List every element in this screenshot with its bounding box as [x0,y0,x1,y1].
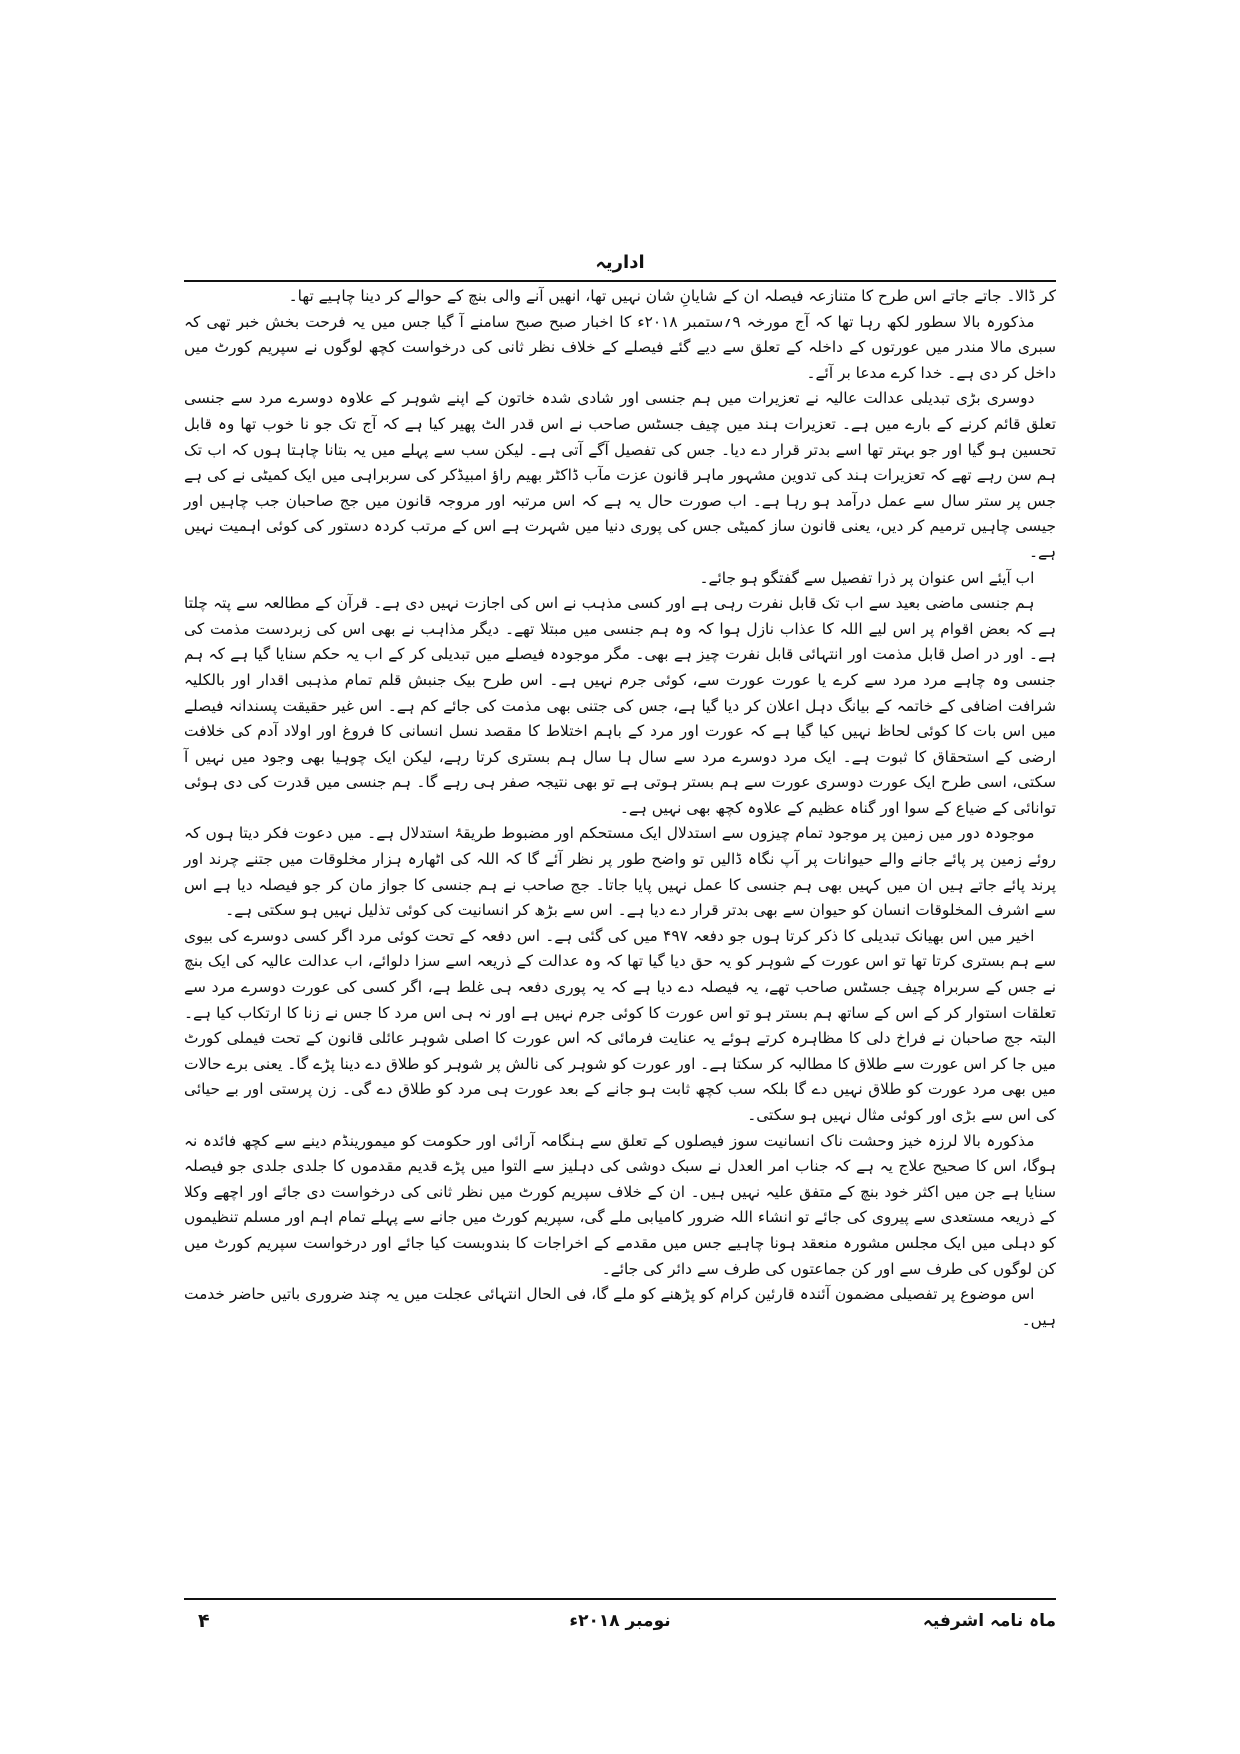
page-footer [184,1606,1056,1636]
paragraph: موجودہ دور میں زمین پر موجود تمام چیزوں سے استدلال ایک مستحکم اور مضبوط طریقۂ استدلال ہے۔ میں دعوت فکر دیتا ہوں کہ روئے زمین پر پائے جانے والے حیوانات پر آپ نگاہ ڈالیں تو واضح طور پر نظر آئے گا کہ اللہ کی اٹھارہ ہزار مخلوقات میں جتنے چرند اور پرند پائے جاتے ہیں ان میں کہیں بھی ہم جنسی کا عمل نہیں پایا جاتا۔ جج صاحب نے ہم جنسی کا جواز مان کر جو فیصلہ دیا ہے اس سے اشرف المخلوقات انسان کو حیوان سے بھی بدتر قرار دے دیا ہے۔ اس سے بڑھ کر انسانیت کی کوئی تذلیل نہیں ہو سکتی ہے۔ [184,824,1056,920]
article-body [184,284,1056,1333]
footer-rule [184,1598,1056,1600]
paragraph: اس موضوع پر تفصیلی مضمون آئندہ قارئین کرام کو پڑھنے کو ملے گا، فی الحال انتہائی عجلت میں یہ چند ضروری باتیں حاضر خدمت ہیں۔ [184,1285,1056,1329]
magazine-name: ماہ نامہ اشرفیہ [922,1611,1056,1631]
page-number: ۴ [198,1610,210,1632]
paragraph: اخیر میں اس بھیانک تبدیلی کا ذکر کرتا ہوں جو دفعہ ۴۹۷ میں کی گئی ہے۔ اس دفعہ کے تحت کوئی مرد اگر کسی دوسرے کی بیوی سے ہم بستری کرتا تھا تو اس عورت کے شوہر کو یہ حق دیا گیا تھا کہ وہ عدالت کے ذریعہ اسے سزا دلوائے، اب عدالت عالیہ کی ایک بنچ نے جس کے سربراہ چیف جسٹس صاحب تھے، یہ فیصلہ دے دیا ہے کہ یہ پوری دفعہ ہی غلط ہے، اگر کسی کی عورت دوسرے مرد سے تعلقات استوار کر کے اس کے ساتھ ہم بستر ہو تو اس عورت کا کوئی جرم نہیں ہے اور نہ ہی اس مرد کا جس نے زنا کا ارتکاب کیا ہے۔ البتہ جج صاحبان نے فراخ دلی کا مظاہرہ کرتے ہوئے یہ عنایت فرمائی کہ اس عورت کا اصلی شوہر عائلی قانون کے تحت فیملی کورٹ میں جا کر اس عورت سے طلاق کا مطالبہ کر سکتا ہے۔ اور عورت کو شوہر کی نالش پر شوہر کو طلاق دے دینا پڑے گا۔ یعنی برے حالات میں بھی مرد عورت کو طلاق نہیں دے گا بلکہ سب کچھ ثابت ہو جانے کے بعد عورت ہی مرد کو طلاق دے گی۔ زن پرستی اور بے حیائی کی اس سے بڑی اور کوئی مثال نہیں ہو سکتی۔ [184,926,1056,1124]
paragraph: مذکورہ بالا لرزہ خیز وحشت ناک انسانیت سوز فیصلوں کے تعلق سے ہنگامہ آرائی اور حکومت کو میمورینڈم دینے سے کچھ فائدہ نہ ہوگا، اس کا صحیح علاج یہ ہے کہ جناب امر العدل نے سبک دوشی کی دہلیز سے التوا میں پڑے قدیم مقدموں کا جلدی جلدی جو فیصلہ سنایا ہے جن میں اکثر خود بنچ کے متفق علیہ نہیں ہیں۔ ان کے خلاف سپریم کورٹ میں نظر ثانی کی درخواست دی جائے اور اچھے وکلا کے ذریعہ مستعدی سے پیروی کی جائے تو انشاء اللہ ضرور کامیابی ملے گی، سپریم کورٹ میں جانے سے پہلے تمام اہم اور مسلم تنظیموں کو دہلی میں ایک مجلس مشورہ منعقد ہونا چاہیے جس میں مقدمے کے اخراجات کا بندوبست کیا جائے اور درخواست سپریم کورٹ میں کن لوگوں کی طرف سے اور کن جماعتوں کی طرف سے دائر کی جائے۔ [184,1131,1056,1278]
paragraph: کر ڈالا۔ جاتے جاتے اس طرح کا متنازعہ فیصلہ ان کے شایانِ شان نہیں تھا، انھیں آنے والی بنچ کے حوالے کر دینا چاہیے تھا۔ [288,287,1056,305]
paragraph: اب آیئے اس عنوان پر ذرا تفصیل سے گفتگو ہو جائے۔ [699,568,1035,587]
paragraph: مذکورہ بالا سطور لکھ رہا تھا کہ آج مورخہ ۹؍ستمبر ۲۰۱۸ء کا اخبار صبح صبح سامنے آ گیا جس میں یہ فرحت بخش خبر تھی کہ سبری مالا مندر میں عورتوں کے داخلہ کے تعلق سے دیے گئے فیصلے کے خلاف نظر ثانی کی درخواست کچھ لوگوں نے سپریم کورٹ میں داخل کر دی ہے۔ خدا کرے مدعا بر آئے۔ [184,312,1056,382]
page-header-title: اداریہ [595,252,645,273]
issue-date: نومبر ۲۰۱۸ء [569,1611,671,1631]
paragraph: ہم جنسی ماضی بعید سے اب تک قابل نفرت رہی ہے اور کسی مذہب نے اس کی اجازت نہیں دی ہے۔ قرآن کے مطالعہ سے پتہ چلتا ہے کہ بعض اقوام پر اس لیے اللہ کا عذاب نازل ہوا کہ وہ ہم جنسی میں مبتلا تھے۔ دیگر مذاہب نے بھی اس کی زبردست مذمت کی ہے۔ اور در اصل قابل مذمت اور انتہائی قابل نفرت چیز ہے بھی۔ مگر موجودہ فیصلے میں تبدیلی کر کے اب یہ حکم سنایا گیا ہے کہ ہم جنسی وہ چاہے مرد مرد سے کرے یا عورت عورت سے، کوئی جرم نہیں ہے۔ اس طرح بیک جنبش قلم تمام مذہبی اقدار اور بالکلیہ شرافت اضافی کے خاتمہ کے بیانگ دہل اعلان کر دیا گیا ہے، جس کی جتنی بھی مذمت کی جائے کم ہے۔ اس غیر حقیقت پسندانہ فیصلے میں اس بات کا کوئی لحاظ نہیں کیا گیا ہے کہ عورت اور مرد کے باہم اختلاط کا مقصد نسل انسانی کا فروغ اور اولاد آدم کی خلافت ارضی کے استحقاق کا ثبوت ہے۔ ایک مرد دوسرے مرد سے سال ہا سال ہم بستری کرتا رہے، لیکن ایک چوہیا بھی وجود میں نہیں آ سکتی، اسی طرح ایک عورت دوسری عورت سے ہم بستر ہوتی ہے تو بھی نتیجہ صفر ہی رہے گا۔ ہم جنسی میں قدرت کی دی ہوئی توانائی کے ضیاع کے سوا اور گناہ عظیم کے علاوہ کچھ بھی نہیں ہے۔ [184,594,1056,817]
paragraph: دوسری بڑی تبدیلی عدالت عالیہ نے تعزیرات میں ہم جنسی اور شادی شدہ خاتون کے اپنے شوہر کے علاوہ دوسرے مرد سے جنسی تعلق قائم کرنے کے بارے میں ہے۔ تعزیرات ہند میں چیف جسٹس صاحب نے اس قدر الٹ پھیر کیا ہے کہ آج تک جو نا خوب تھا وہ قابل تحسین ہو گیا اور جو بہتر تھا اسے بدتر قرار دے دیا۔ جس کی تفصیل آگے آتی ہے۔ لیکن سب سے پہلے میں یہ بتانا چاہتا ہوں کہ اب تک ہم سن رہے تھے کہ تعزیرات ہند کی تدوین مشہور ماہر قانون عزت مآب ڈاکٹر بھیم راؤ امبیڈکر کی سربراہی میں ایک کمیٹی نے کی ہے جس پر ستر سال سے عمل درآمد ہو رہا ہے۔ اب صورت حال یہ ہے کہ اس مرتبہ اور مروجہ قانون میں جج صاحبان جب چاہیں اور جیسی چاہیں ترمیم کر دیں، یعنی قانون ساز کمیٹی جس کی پوری دنیا میں شہرت ہے اس کے مرتب کردہ دستور کی کوئی اہمیت نہیں ہے۔ [184,389,1056,561]
header-rule [184,280,1056,282]
